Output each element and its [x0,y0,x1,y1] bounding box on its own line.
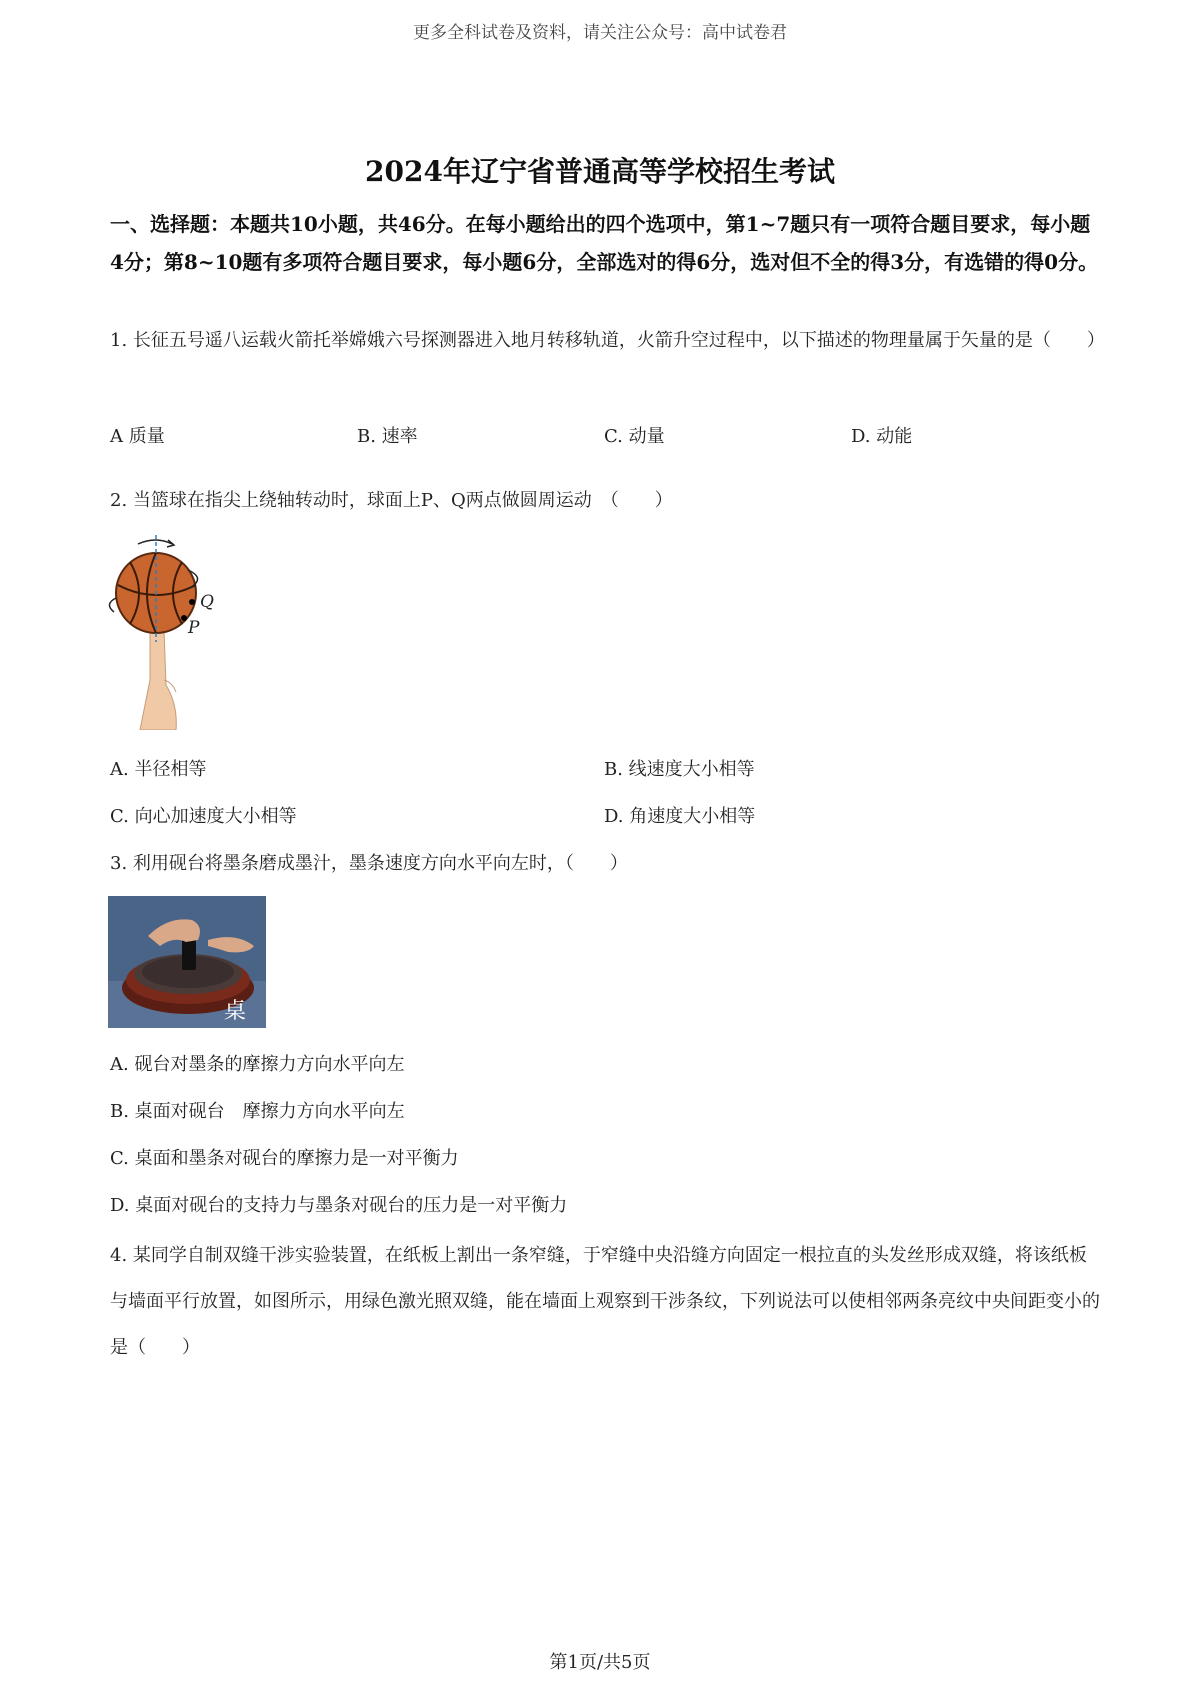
question-2-stem: 2. 当篮球在指尖上绕轴转动时，球面上P、Q两点做圆周运动 （ ） [110,490,673,511]
q1-option-a: A 质量 [110,426,165,447]
q1-option-c: C. 动量 [604,426,665,447]
q2-option-d: D. 角速度大小相等 [604,806,756,827]
q2-option-c: C. 向心加速度大小相等 [110,806,297,827]
exam-title: 2024年辽宁省普通高等学校招生考试 [365,155,835,188]
q2-option-a: A. 半径相等 [110,759,207,780]
q1-option-b: B. 速率 [357,426,418,447]
basketball-on-finger-illustration [108,530,228,730]
basketball-figure [108,530,228,730]
inkstone-figure [108,896,266,1028]
page-footer: 第1页/共5页 [549,1652,651,1673]
desk-label: 桌 [224,999,247,1024]
question-1-stem: 1. 长征五号遥八运载火箭托举嫦娥六号探测器进入地月转移轨道，火箭升空过程中，以下描述的物理量属于矢量的是（ ） [110,330,1105,351]
header-note: 更多全科试卷及资料，请关注公众号：高中试卷君 [413,23,787,43]
q2-option-b: B. 线速度大小相等 [604,759,755,780]
point-p-label: P [188,618,200,638]
q3-option-a: A. 砚台对墨条的摩擦力方向水平向左 [110,1054,405,1075]
q3-option-d: D. 桌面对砚台的支持力与墨条对砚台的压力是一对平衡力 [110,1195,568,1216]
q3-option-c: C. 桌面和墨条对砚台的摩擦力是一对平衡力 [110,1148,459,1169]
question-3-stem: 3. 利用砚台将墨条磨成墨汁，墨条速度方向水平向左时，（ ） [110,853,628,874]
point-q-label: Q [200,592,214,612]
q3-option-b: B. 桌面对砚台 摩擦力方向水平向左 [110,1101,405,1122]
section-heading: 一、选择题：本题共10小题，共46分。在每小题给出的四个选项中，第1~7题只有一项符合题目要求，每小题4分；第8~10题有多项符合题目要求，每小题6分，全部选对的得6分，选对但不全的得3分，有选错的得0分。 [110,212,1099,274]
q1-option-d: D. 动能 [851,426,913,447]
question-4-stem: 4. 某同学自制双缝干涉实验装置，在纸板上割出一条窄缝，于窄缝中央沿缝方向固定一根拉直的头发丝形成双缝，将该纸板与墙面平行放置，如图所示，用绿色激光照双缝，能在墙面上观察到干涉条纹，下列说法可以使相邻两条亮纹中央间距变小的是（ ） [110,1245,1100,1358]
